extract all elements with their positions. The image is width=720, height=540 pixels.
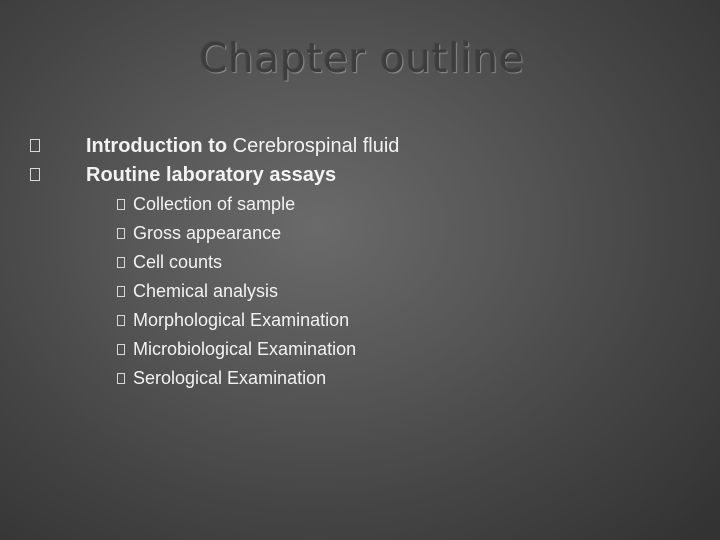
bullet-box-icon bbox=[30, 139, 40, 152]
sub-bullet-text: Serological Examination bbox=[133, 368, 327, 388]
sub-bullet-item bbox=[0, 280, 720, 306]
sub-bullet-item bbox=[0, 193, 720, 219]
sub-bullet-box-icon bbox=[117, 315, 125, 326]
sub-bullet-text: Gross appearance bbox=[133, 223, 282, 243]
slide-title: Chapter outline bbox=[199, 36, 525, 82]
sub-bullet-box-icon bbox=[117, 199, 125, 210]
sub-bullet-text: Collection of sample bbox=[133, 194, 296, 214]
bullet-bold-text: Routine laboratory assays bbox=[86, 164, 337, 186]
sub-bullet-text: Morphological Examination bbox=[133, 310, 350, 330]
bullet-rest-text: Cerebrospinal fluid bbox=[227, 135, 400, 157]
sub-bullet-text: Chemical analysis bbox=[133, 281, 279, 301]
sub-bullet-box-icon bbox=[117, 228, 125, 239]
sub-bullet-item bbox=[0, 338, 720, 364]
bullet-bold-text: Introduction to bbox=[86, 135, 228, 157]
bullet-text bbox=[86, 133, 399, 159]
sub-bullet-box-icon bbox=[117, 286, 125, 297]
sub-bullet-item bbox=[0, 367, 720, 393]
bullet-text bbox=[86, 162, 336, 188]
sub-bullet-item bbox=[0, 251, 720, 277]
sub-bullet-item bbox=[0, 222, 720, 248]
bullet-item-introduction bbox=[0, 133, 720, 163]
sub-bullet-text: Microbiological Examination bbox=[133, 339, 357, 359]
bullet-box-icon bbox=[30, 168, 40, 181]
bullet-item-routine-assays bbox=[0, 162, 720, 192]
sub-bullet-box-icon bbox=[117, 257, 125, 268]
sub-bullet-text: Cell counts bbox=[133, 252, 223, 272]
sub-bullet-item bbox=[0, 309, 720, 335]
sub-bullet-box-icon bbox=[117, 344, 125, 355]
sub-bullet-box-icon bbox=[117, 373, 125, 384]
